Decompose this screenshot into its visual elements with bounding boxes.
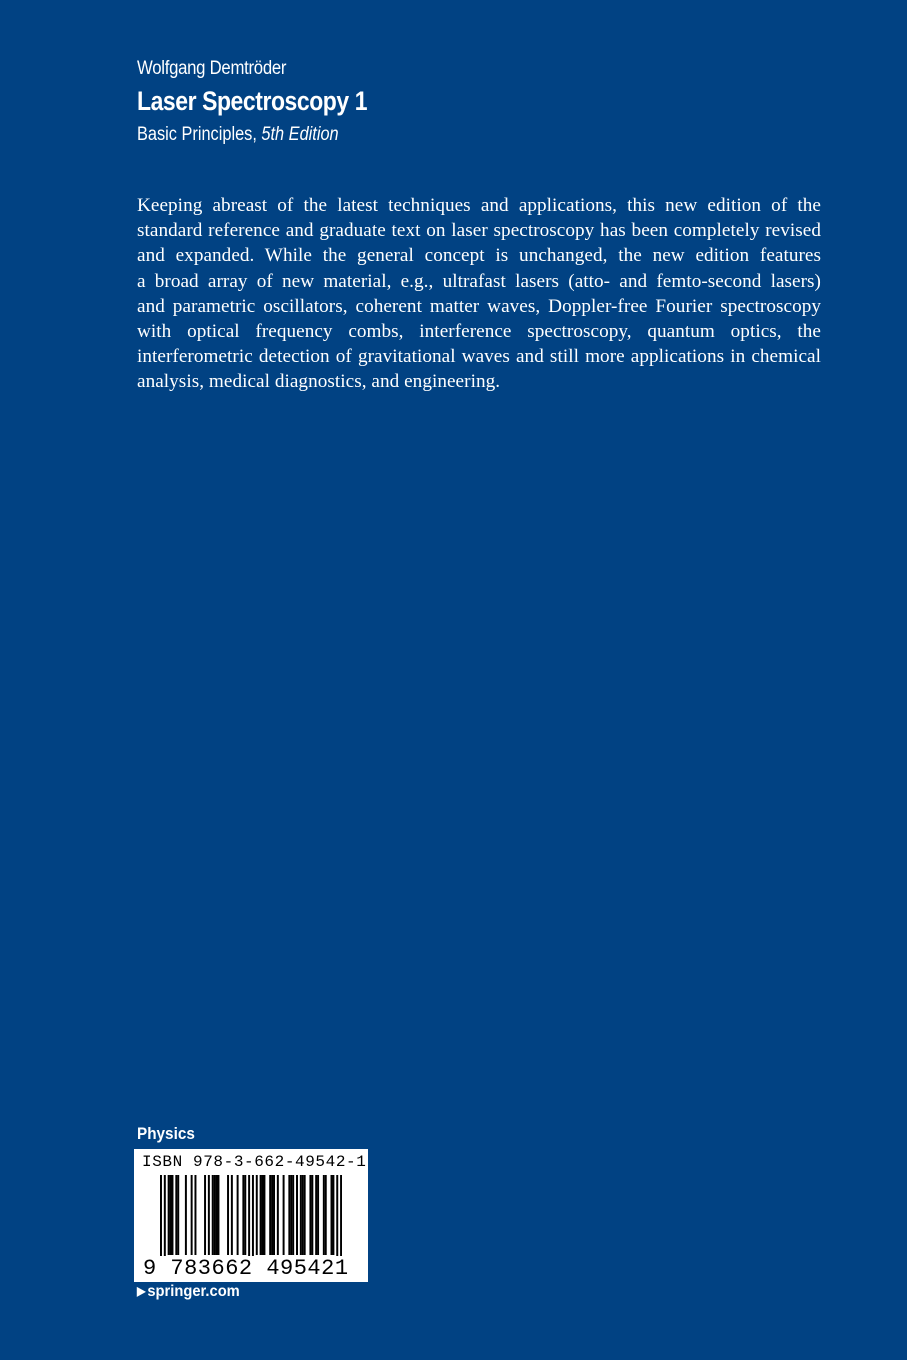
description-line: and expanded. While the general concept is unchanged, the new edition features <box>137 245 821 267</box>
barcode-bar <box>170 1175 172 1255</box>
barcode-bar <box>315 1175 317 1255</box>
barcode-bar <box>217 1175 219 1255</box>
barcode-bar <box>296 1175 298 1255</box>
author-name: Wolfgang Demtröder <box>137 58 287 79</box>
description-line: standard reference and graduate text on laser spectroscopy has been completely revised <box>137 220 821 242</box>
book-title: Laser Spectroscopy 1 <box>137 86 368 116</box>
barcode-bar <box>208 1175 210 1255</box>
barcode-bar <box>256 1175 258 1255</box>
barcode-bar <box>175 1175 177 1255</box>
barcode-bar <box>216 1175 218 1255</box>
barcode-bar <box>185 1175 187 1255</box>
barcode-bar <box>242 1175 244 1255</box>
barcode-bar <box>290 1175 292 1255</box>
barcode-number: 9 783662 495421 <box>143 1256 349 1281</box>
barcode-bar <box>311 1175 313 1255</box>
description-line: interferometric detection of gravitational waves and still more applications in chemical <box>137 346 821 368</box>
barcode-bar <box>227 1175 229 1255</box>
barcode-bar <box>317 1175 319 1255</box>
isbn-label: ISBN 978-3-662-49542-1 <box>142 1153 367 1171</box>
subtitle-text: Basic Principles, <box>137 124 257 145</box>
barcode-bar <box>171 1175 173 1255</box>
barcode-bar <box>214 1175 216 1255</box>
barcode-bar <box>237 1175 239 1255</box>
barcode-bar <box>323 1175 325 1255</box>
description-line: with optical frequency combs, interference spectroscopy, quantum optics, the <box>137 321 821 343</box>
barcode-bar <box>204 1175 206 1255</box>
barcode-bar <box>191 1175 193 1255</box>
publisher-link[interactable] <box>137 1283 240 1301</box>
barcode-bar <box>325 1175 327 1255</box>
isbn-barcode <box>134 1149 368 1282</box>
barcode-bar <box>244 1175 246 1255</box>
barcode-bar <box>262 1175 264 1255</box>
barcode-bar <box>271 1175 273 1255</box>
barcode-bar <box>288 1175 290 1255</box>
barcode-bar <box>263 1175 265 1255</box>
edition-text: 5th Edition <box>261 124 339 145</box>
publisher-url: springer.com <box>147 1283 240 1300</box>
barcode-bar <box>283 1175 285 1255</box>
barcode-bar <box>168 1175 170 1255</box>
barcode-bar <box>292 1175 294 1255</box>
barcode-bar <box>302 1175 304 1255</box>
barcode-bar <box>332 1175 334 1255</box>
barcode-bar <box>260 1175 262 1255</box>
barcode-bar <box>331 1175 333 1255</box>
barcode-bar <box>300 1175 302 1255</box>
book-description <box>137 193 821 395</box>
barcode-bar <box>212 1175 214 1255</box>
triangle-right-icon: ▶ <box>137 1284 146 1298</box>
barcode-bar <box>231 1175 233 1255</box>
barcode-bar <box>269 1175 271 1255</box>
barcode-bar <box>304 1175 306 1255</box>
description-line: a broad array of new material, e.g., ultrafast lasers (atto- and femto-second lasers) <box>137 270 821 292</box>
description-line: and parametric oscillators, coherent matter waves, Doppler-free Fourier spectroscopy <box>137 295 821 317</box>
barcode-bar <box>277 1175 279 1255</box>
barcode-bar <box>177 1175 179 1255</box>
subject-category: Physics <box>137 1124 195 1143</box>
description-line: Keeping abreast of the latest techniques and applications, this new edition of the <box>137 195 821 216</box>
barcode-bar <box>273 1175 275 1255</box>
book-subtitle <box>137 124 339 146</box>
barcode-bar <box>309 1175 311 1255</box>
barcode-bar <box>194 1175 196 1255</box>
description-line: analysis, medical diagnostics, and engineering. <box>137 371 501 393</box>
